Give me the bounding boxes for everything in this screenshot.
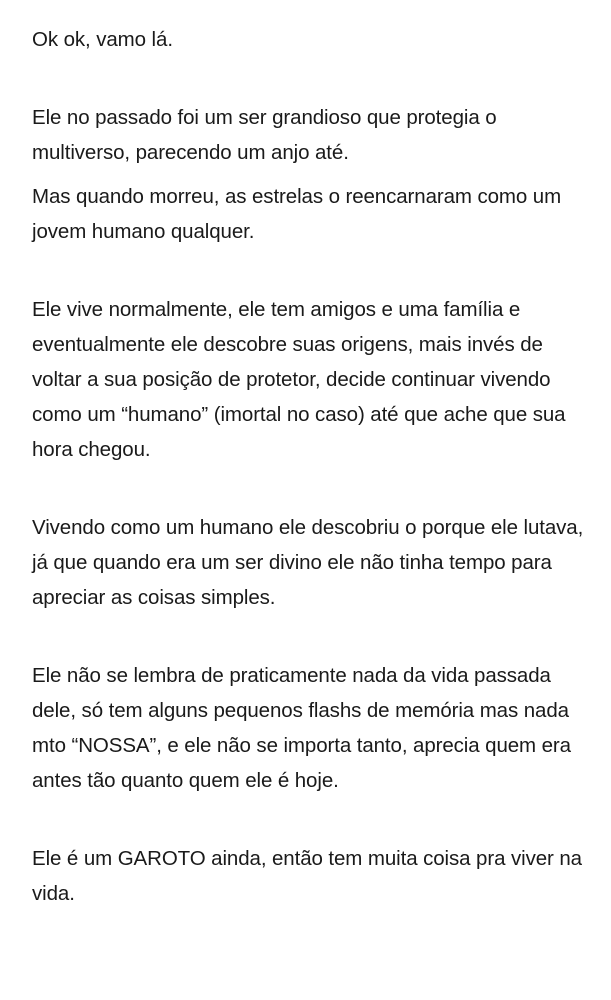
paragraph: Ele não se lembra de praticamente nada da vida passada dele, só tem alguns pequenos flashs de memória mas nada mto “NOSSA”, e ele não se importa tanto, aprecia quem era antes tão quanto quem ele é hoje. — [32, 664, 571, 792]
paragraph: Ele é um GAROTO ainda, então tem muita coisa pra viver na vida. — [32, 847, 582, 905]
paragraph: Ok ok, vamo lá. — [32, 28, 173, 51]
paragraph: Mas quando morreu, as estrelas o reencarnaram como um jovem humano qualquer. — [32, 185, 562, 243]
paragraph: Ele vive normalmente, ele tem amigos e uma família e eventualmente ele descobre suas origens, mais invés de voltar a sua posição de protetor, decide continuar vivendo como um “humano” (imortal no caso) até que ache que sua hora chegou. — [32, 298, 566, 461]
paragraph: Vivendo como um humano ele descobriu o porque ele lutava, já que quando era um ser divino ele não tinha tempo para apreciar as coisas simples. — [32, 516, 584, 609]
note-body — [32, 22, 592, 911]
paragraph: Ele no passado foi um ser grandioso que protegia o multiverso, parecendo um anjo até. — [32, 106, 497, 164]
